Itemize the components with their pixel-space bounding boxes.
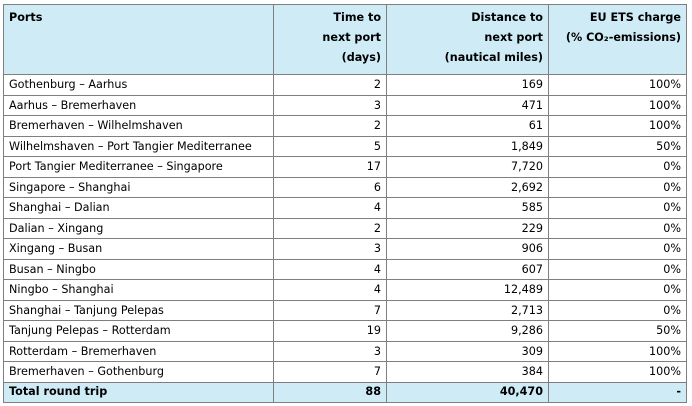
ports-cell: Ningbo – Shanghai bbox=[4, 280, 274, 301]
table-row bbox=[4, 218, 687, 239]
table-row bbox=[4, 198, 687, 219]
ets-cell: 100% bbox=[549, 75, 687, 96]
miles-cell: 585 bbox=[387, 198, 549, 219]
total-days: 88 bbox=[274, 382, 387, 402]
ports-cell: Gothenburg – Aarhus bbox=[4, 75, 274, 96]
table-row bbox=[4, 259, 687, 280]
miles-cell: 9,286 bbox=[387, 321, 549, 342]
ports-cell: Shanghai – Tanjung Pelepas bbox=[4, 300, 274, 321]
table-row bbox=[4, 341, 687, 362]
header-row bbox=[4, 5, 687, 75]
table-row bbox=[4, 300, 687, 321]
total-label: Total round trip bbox=[4, 382, 274, 402]
total-miles: 40,470 bbox=[387, 382, 549, 402]
miles-cell: 607 bbox=[387, 259, 549, 280]
ets-cell: 100% bbox=[549, 362, 687, 383]
ets-cell: 0% bbox=[549, 218, 687, 239]
table-row bbox=[4, 362, 687, 383]
header-eu-ets-charge: EU ETS charge (% CO₂-emissions) bbox=[549, 5, 687, 75]
days-cell: 7 bbox=[274, 362, 387, 383]
table-row bbox=[4, 177, 687, 198]
miles-cell: 7,720 bbox=[387, 157, 549, 178]
days-cell: 3 bbox=[274, 95, 387, 116]
ets-cell: 0% bbox=[549, 177, 687, 198]
ports-cell: Tanjung Pelepas – Rotterdam bbox=[4, 321, 274, 342]
ets-cell: 100% bbox=[549, 95, 687, 116]
days-cell: 2 bbox=[274, 116, 387, 137]
ets-cell: 100% bbox=[549, 116, 687, 137]
days-cell: 2 bbox=[274, 75, 387, 96]
days-cell: 4 bbox=[274, 198, 387, 219]
ports-cell: Wilhelmshaven – Port Tangier Mediterranee bbox=[4, 136, 274, 157]
days-cell: 17 bbox=[274, 157, 387, 178]
ports-cell: Dalian – Xingang bbox=[4, 218, 274, 239]
miles-cell: 2,692 bbox=[387, 177, 549, 198]
ports-cell: Shanghai – Dalian bbox=[4, 198, 274, 219]
ports-cell: Bremerhaven – Gothenburg bbox=[4, 362, 274, 383]
total-row bbox=[4, 382, 687, 402]
ports-cell: Bremerhaven – Wilhelmshaven bbox=[4, 116, 274, 137]
days-cell: 2 bbox=[274, 218, 387, 239]
ets-cell: 0% bbox=[549, 157, 687, 178]
table-row bbox=[4, 280, 687, 301]
table-row bbox=[4, 321, 687, 342]
miles-cell: 12,489 bbox=[387, 280, 549, 301]
ports-cell: Xingang – Busan bbox=[4, 239, 274, 260]
ports-cell: Rotterdam – Bremerhaven bbox=[4, 341, 274, 362]
days-cell: 3 bbox=[274, 341, 387, 362]
port-rotation-table-container bbox=[3, 4, 687, 403]
days-cell: 6 bbox=[274, 177, 387, 198]
ports-cell: Port Tangier Mediterranee – Singapore bbox=[4, 157, 274, 178]
header-ports: Ports bbox=[4, 5, 274, 75]
table-row bbox=[4, 95, 687, 116]
days-cell: 3 bbox=[274, 239, 387, 260]
miles-cell: 61 bbox=[387, 116, 549, 137]
ets-cell: 50% bbox=[549, 321, 687, 342]
ports-cell: Singapore – Shanghai bbox=[4, 177, 274, 198]
table-row bbox=[4, 136, 687, 157]
table-row bbox=[4, 75, 687, 96]
miles-cell: 471 bbox=[387, 95, 549, 116]
ets-cell: 0% bbox=[549, 300, 687, 321]
miles-cell: 1,849 bbox=[387, 136, 549, 157]
days-cell: 19 bbox=[274, 321, 387, 342]
days-cell: 5 bbox=[274, 136, 387, 157]
ets-cell: 0% bbox=[549, 239, 687, 260]
ets-cell: 0% bbox=[549, 198, 687, 219]
table-row bbox=[4, 116, 687, 137]
ets-cell: 0% bbox=[549, 259, 687, 280]
table-row bbox=[4, 157, 687, 178]
miles-cell: 384 bbox=[387, 362, 549, 383]
ports-cell: Busan – Ningbo bbox=[4, 259, 274, 280]
miles-cell: 309 bbox=[387, 341, 549, 362]
table-row bbox=[4, 239, 687, 260]
port-rotation-table bbox=[3, 4, 687, 403]
miles-cell: 169 bbox=[387, 75, 549, 96]
miles-cell: 229 bbox=[387, 218, 549, 239]
ports-cell: Aarhus – Bremerhaven bbox=[4, 95, 274, 116]
days-cell: 7 bbox=[274, 300, 387, 321]
ets-cell: 50% bbox=[549, 136, 687, 157]
miles-cell: 2,713 bbox=[387, 300, 549, 321]
days-cell: 4 bbox=[274, 259, 387, 280]
miles-cell: 906 bbox=[387, 239, 549, 260]
header-time-to-next-port: Time to next port (days) bbox=[274, 5, 387, 75]
total-ets: - bbox=[549, 382, 687, 402]
ets-cell: 0% bbox=[549, 280, 687, 301]
ets-cell: 100% bbox=[549, 341, 687, 362]
header-distance-to-next-port: Distance to next port (nautical miles) bbox=[387, 5, 549, 75]
days-cell: 4 bbox=[274, 280, 387, 301]
